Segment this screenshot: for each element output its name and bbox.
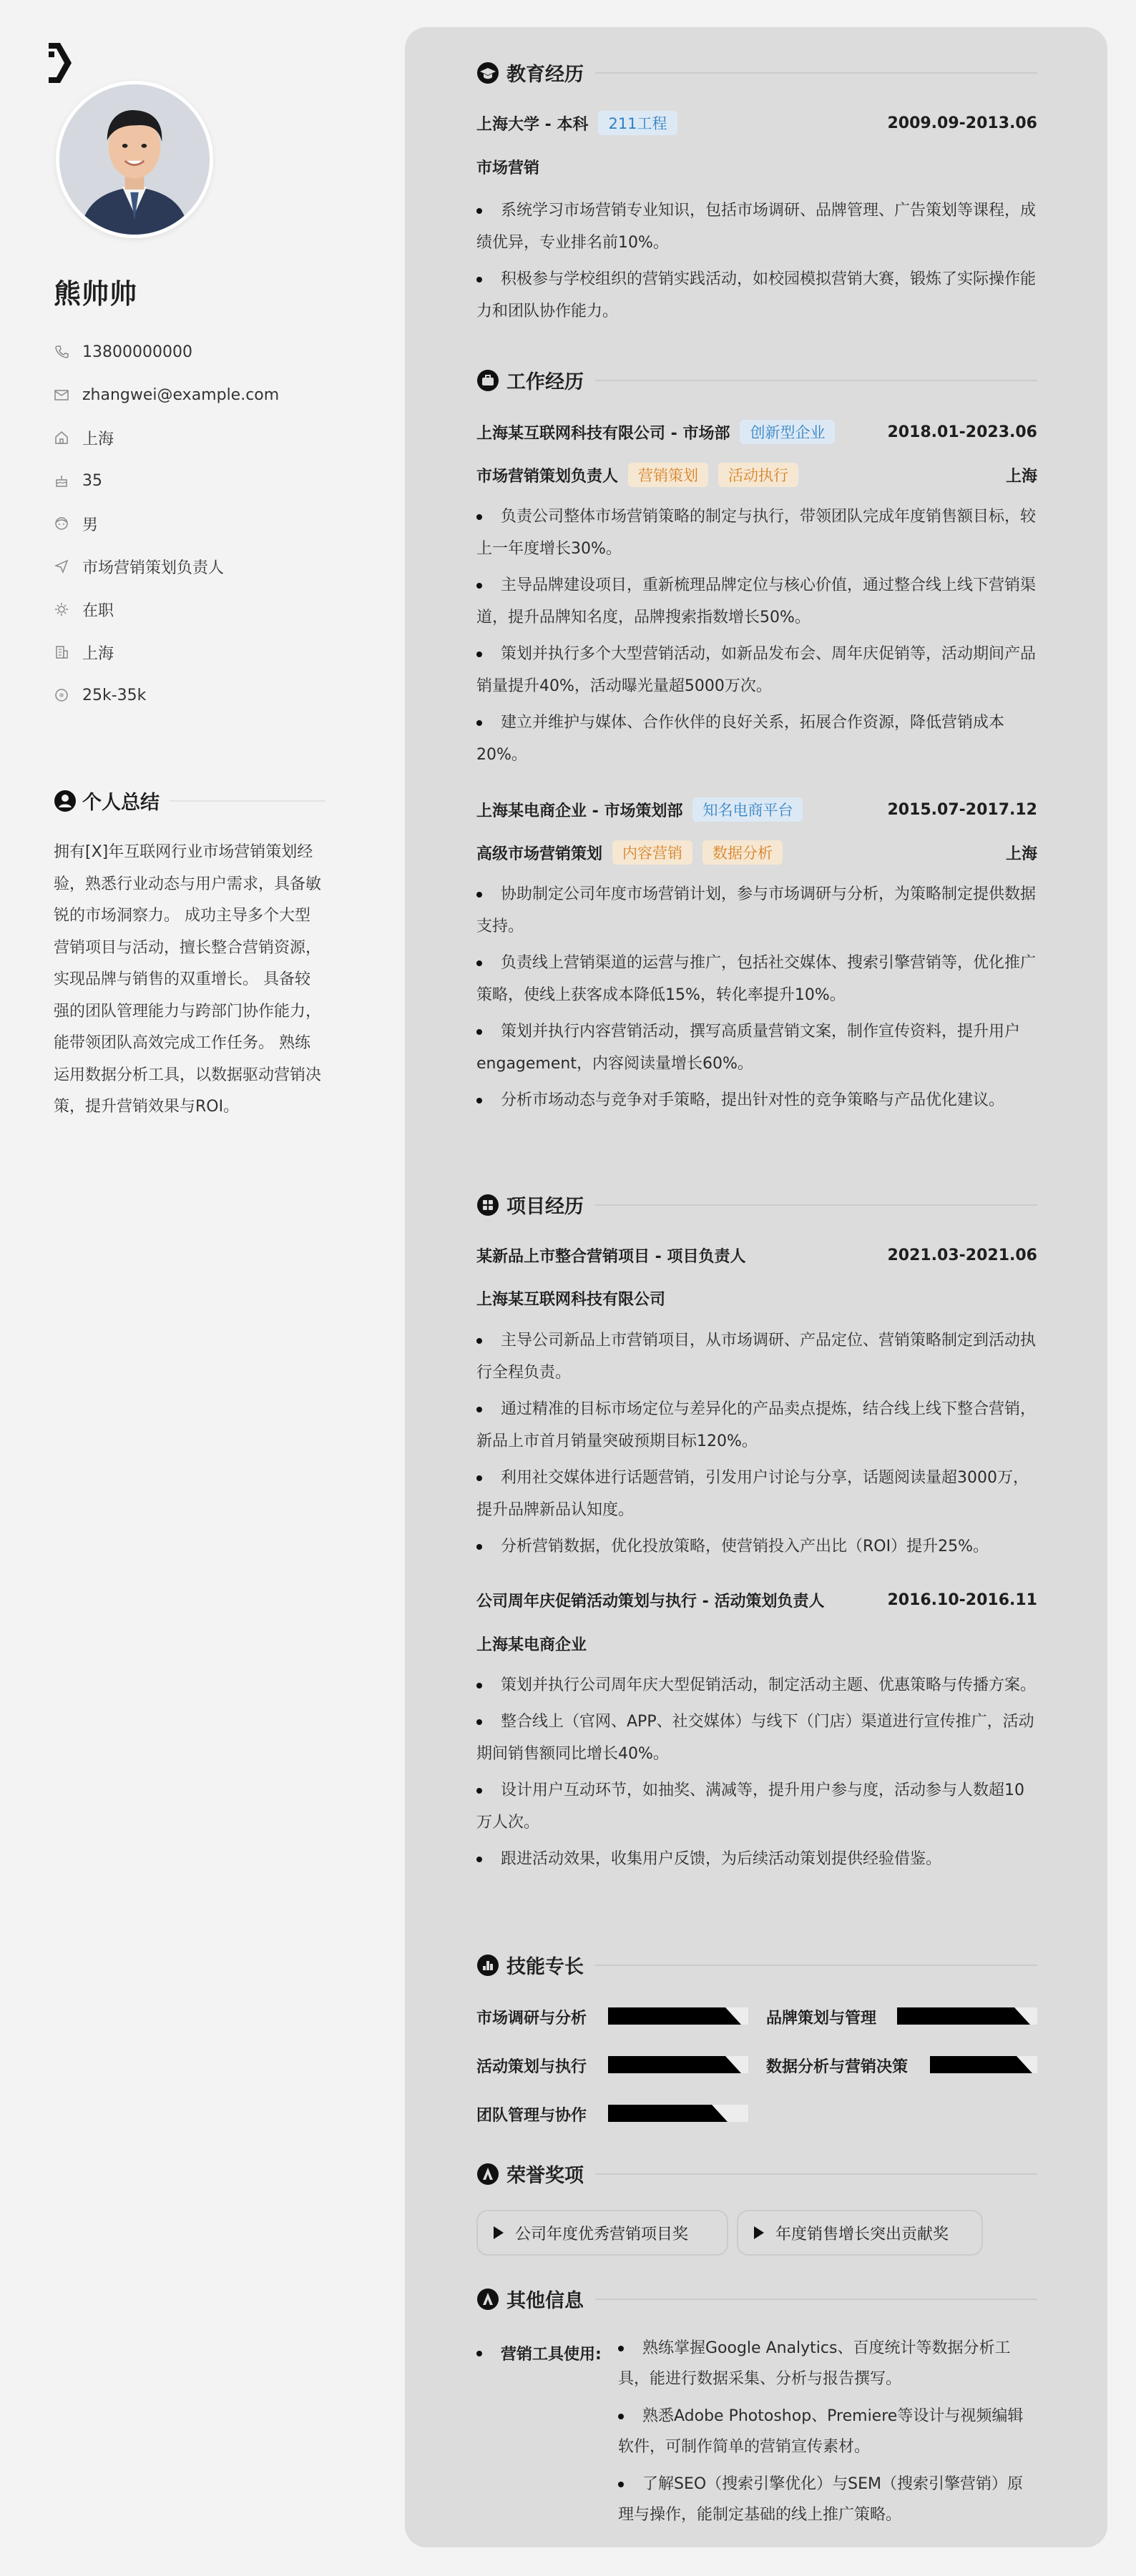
play-icon (494, 2226, 504, 2239)
education-bullets (476, 195, 1037, 332)
briefcase-icon (476, 369, 499, 392)
skill-bar (608, 2056, 748, 2073)
skill-bar-fill (608, 2007, 725, 2025)
list-item: 建立并维护与媒体、合作伙伴的良好关系，拓展合作资源，降低营销成本20%。 (476, 707, 1037, 771)
contact-gender-value: 男 (82, 516, 99, 534)
contact-city-value: 上海 (82, 644, 114, 663)
list-item: 策划并执行多个大型营销活动，如新品发布会、周年庆促销等，活动期间产品销量提升40%，活动曝光量超5000万次。 (476, 638, 1037, 702)
list-item: 跟进活动效果，收集用户反馈，为后续活动策划提供经验借鉴。 (476, 1843, 1037, 1875)
list-item: 熟练掌握Google Analytics、百度统计等数据分析工具，能进行数据采集、分析与报告撰写。 (618, 2333, 1037, 2394)
list-item: 分析营销数据，优化投放策略，使营销投入产出比（ROI）提升25%。 (476, 1530, 1037, 1563)
info-icon (476, 2288, 499, 2311)
skill-name: 品牌策划与管理 (766, 2010, 877, 2027)
education-major-row (476, 156, 1037, 178)
job-2-skill-tag: 内容营销 (612, 840, 692, 865)
job-1-header (476, 420, 1037, 444)
education-divider (595, 72, 1037, 74)
skill-name: 活动策划与执行 (476, 2058, 587, 2076)
graduation-cap-icon (476, 62, 499, 84)
contact-list (54, 330, 279, 717)
contact-position-value: 市场营销策划负责人 (82, 559, 225, 577)
skill-bar-cap (1017, 2056, 1032, 2073)
skill-name: 团队管理与协作 (476, 2107, 587, 2125)
building-icon (54, 644, 69, 660)
project-2-org-row (476, 1633, 1037, 1655)
job-2-role-row (476, 840, 1037, 865)
status-icon (54, 601, 69, 617)
work-title: 工作经历 (506, 371, 584, 393)
skill-bar-fill (608, 2105, 712, 2122)
list-item: 整合线上（官网、APP、社交媒体）与线下（门店）渠道进行宣传推广，活动期间销售额同比增长40%。 (476, 1706, 1037, 1770)
awards-title: 荣誉奖项 (506, 2165, 584, 2187)
skill-item (766, 2055, 908, 2077)
contact-age (54, 459, 279, 502)
contact-salary (54, 674, 279, 717)
list-item: 分析市场动态与竞争对手策略，提出针对性的竞争策略与产品优化建议。 (476, 1084, 1037, 1116)
job-2-period: 2015.07-2017.12 (887, 800, 1037, 819)
contact-status-value: 在职 (82, 601, 114, 620)
education-header-row (476, 111, 1037, 135)
tools-label: 营销工具使用: (476, 2342, 602, 2364)
skill-item (476, 2103, 587, 2125)
project-1-org-row (476, 1287, 1037, 1309)
contact-email (54, 373, 279, 416)
work-divider (595, 380, 1037, 381)
job-2-role: 高级市场营销策划 (476, 845, 603, 863)
project-1-bullets (476, 1324, 1037, 1567)
job-1-role: 市场营销策划负责人 (476, 467, 619, 486)
cake-icon (54, 473, 69, 488)
job-1-role-row (476, 463, 1037, 487)
other-heading (476, 2285, 1037, 2313)
project-1-period: 2021.03-2021.06 (887, 1247, 1037, 1264)
education-period: 2009.09-2013.06 (887, 114, 1037, 132)
project-1-header (476, 1244, 1037, 1267)
list-item: 策划并执行公司周年庆大型促销活动，制定活动主题、优惠策略与传播方案。 (476, 1669, 1037, 1701)
contact-age-value: 35 (82, 471, 102, 490)
skill-item (476, 2055, 587, 2077)
list-item: 通过精准的目标市场定位与差异化的产品卖点提炼，结合线上线下整合营销，新品上市首月销量突破预期目标120%。 (476, 1393, 1037, 1457)
gender-icon (54, 516, 69, 531)
skill-bar-cap (712, 2105, 728, 2122)
education-heading (476, 59, 1037, 87)
contact-phone (54, 330, 279, 373)
skills-divider (595, 1965, 1037, 1966)
job-1-period: 2018.01-2023.06 (887, 423, 1037, 441)
projects-divider (595, 1204, 1037, 1206)
skill-bar-fill (608, 2056, 725, 2073)
skill-bar-fill (930, 2056, 1017, 2073)
email-icon (54, 387, 69, 403)
contact-salary-value: 25k-35k (82, 686, 147, 704)
job-1-skill-tag: 活动执行 (718, 463, 798, 487)
skill-bar (897, 2007, 1037, 2025)
award-name: 年度销售增长突出贡献奖 (775, 2225, 949, 2243)
project-2-org: 上海某电商企业 (476, 1636, 587, 1654)
projects-heading (476, 1191, 1037, 1219)
list-item: 利用社交媒体进行话题营销，引发用户讨论与分享，话题阅读量超3000万，提升品牌新品认知度。 (476, 1462, 1037, 1526)
summary-divider (170, 800, 325, 802)
education-title: 教育经历 (506, 64, 584, 86)
job-1-bullets (476, 501, 1037, 775)
project-2-period: 2016.10-2016.11 (887, 1591, 1037, 1609)
contact-phone-value: 13800000000 (82, 343, 192, 361)
skill-bar-cap (725, 2056, 741, 2073)
profile-photo (59, 84, 210, 235)
summary-heading (54, 787, 325, 815)
list-item: 策划并执行内容营销活动，撰写高质量营销文案，制作宣传资料，提升用户 engagement，内容阅读量增长60%。 (476, 1016, 1037, 1080)
list-item: 负责线上营销渠道的运营与推广，包括社交媒体、搜索引擎营销等，优化推广策略，使线上获客成本降低15%，转化率提升10%。 (476, 947, 1037, 1011)
contact-gender (54, 502, 279, 545)
award-badge (476, 2210, 728, 2256)
skill-bar (930, 2056, 1037, 2073)
job-1-skill-tag: 营销策划 (628, 463, 708, 487)
contact-status (54, 588, 279, 631)
summary-title: 个人总结 (82, 792, 160, 814)
skill-bar-cap (725, 2007, 741, 2025)
skill-name: 数据分析与营销决策 (766, 2058, 909, 2076)
play-icon (754, 2226, 764, 2239)
skills-heading (476, 1951, 1037, 1979)
list-item: 积极参与学校组织的营销实践活动，如校园模拟营销大赛，锻炼了实际操作能力和团队协作能力。 (476, 263, 1037, 328)
list-item: 熟悉Adobe Photoshop、Premiere等设计与视频编辑软件，可制作简单的营销宣传素材。 (618, 2401, 1037, 2462)
skill-item (476, 2006, 587, 2028)
skill-bar-cap (1014, 2007, 1030, 2025)
list-item: 协助制定公司年度市场营销计划，参与市场调研与分析，为策略制定提供数据支持。 (476, 878, 1037, 943)
job-2-bullets (476, 878, 1037, 1121)
job-1-city: 上海 (1005, 467, 1037, 486)
work-heading (476, 366, 1037, 394)
project-2-name: 公司周年庆促销活动策划与执行 - 活动策划负责人 (476, 1593, 825, 1611)
award-badge (737, 2210, 983, 2256)
project-1-org: 上海某互联网科技有限公司 (476, 1291, 666, 1309)
project-2-bullets (476, 1669, 1037, 1879)
contact-city (54, 631, 279, 674)
list-item: 了解SEO（搜索引擎优化）与SEM（搜索引擎营销）原理与操作，能制定基础的线上推广策略。 (618, 2469, 1037, 2530)
list-item: 负责公司整体市场营销策略的制定与执行，带领团队完成年度销售额目标，较上一年度增长30%。 (476, 501, 1037, 565)
summary-text: 拥有[X]年互联网行业市场营销策划经验，熟悉行业动态与用户需求，具备敏锐的市场洞察力。 成功主导多个大型营销项目与活动，擅长整合营销资源，实现品牌与销售的双重增长。 具备较强的团队管理能力与跨部门协作能力，能带领团队高效完成工作任务。 熟练运用数据分析工具，以数据驱动营销决策，提升营销效果与ROI。 (54, 843, 322, 1116)
job-2-city: 上海 (1005, 845, 1037, 863)
skill-bar-fill (897, 2007, 1014, 2025)
skill-bar (608, 2105, 748, 2122)
job-2-skill-tag: 数据分析 (702, 840, 783, 865)
skill-item (766, 2006, 876, 2028)
job-1-tag: 创新型企业 (740, 420, 835, 444)
education-major: 市场营销 (476, 159, 540, 177)
job-2-tag: 知名电商平台 (692, 797, 803, 822)
job-2-header (476, 797, 1037, 822)
skills-title: 技能专长 (506, 1956, 584, 1978)
contact-email-value: zhangwei@example.com (82, 385, 280, 404)
award-name: 公司年度优秀营销项目奖 (515, 2225, 689, 2243)
awards-heading (476, 2160, 1037, 2188)
list-item: 设计用户互动环节，如抽奖、满减等，提升用户参与度，活动参与人数超10万人次。 (476, 1774, 1037, 1839)
other-title: 其他信息 (506, 2290, 584, 2312)
avatar (56, 81, 213, 238)
awards-divider (595, 2173, 1037, 2175)
skill-bar (608, 2007, 748, 2025)
skill-name: 市场调研与分析 (476, 2010, 587, 2027)
bar-chart-icon (476, 1954, 499, 1977)
grid-icon (476, 1194, 499, 1216)
logo-icon (46, 41, 74, 84)
list-item: 主导品牌建设项目，重新梳理品牌定位与核心价值，通过整合线上线下营销渠道，提升品牌知名度，品牌搜索指数增长50%。 (476, 569, 1037, 634)
salary-icon (54, 687, 69, 703)
projects-title: 项目经历 (506, 1196, 584, 1218)
person-icon (54, 790, 77, 812)
list-item: 主导公司新品上市营销项目，从市场调研、产品定位、营销策略制定到活动执行全程负责。 (476, 1324, 1037, 1389)
other-divider (595, 2299, 1037, 2300)
contact-location (54, 416, 279, 459)
education-tag: 211工程 (598, 111, 677, 135)
project-1-name: 某新品上市整合营销项目 - 项目负责人 (476, 1248, 746, 1266)
contact-location-value: 上海 (82, 430, 114, 448)
tools-list (618, 2333, 1037, 2537)
award-icon (476, 2163, 499, 2186)
home-icon (54, 430, 69, 446)
send-icon (54, 559, 69, 574)
job-1-company: 上海某互联网科技有限公司 - 市场部 (476, 424, 730, 443)
phone-icon (54, 344, 69, 360)
education-school: 上海大学 - 本科 (476, 115, 589, 134)
candidate-name: 熊帅帅 (54, 278, 138, 310)
job-2-company: 上海某电商企业 - 市场策划部 (476, 802, 683, 820)
project-2-header (476, 1589, 1037, 1611)
contact-position (54, 545, 279, 588)
list-item: 系统学习市场营销专业知识，包括市场调研、品牌管理、广告策划等课程，成绩优异，专业排名前10%。 (476, 195, 1037, 259)
